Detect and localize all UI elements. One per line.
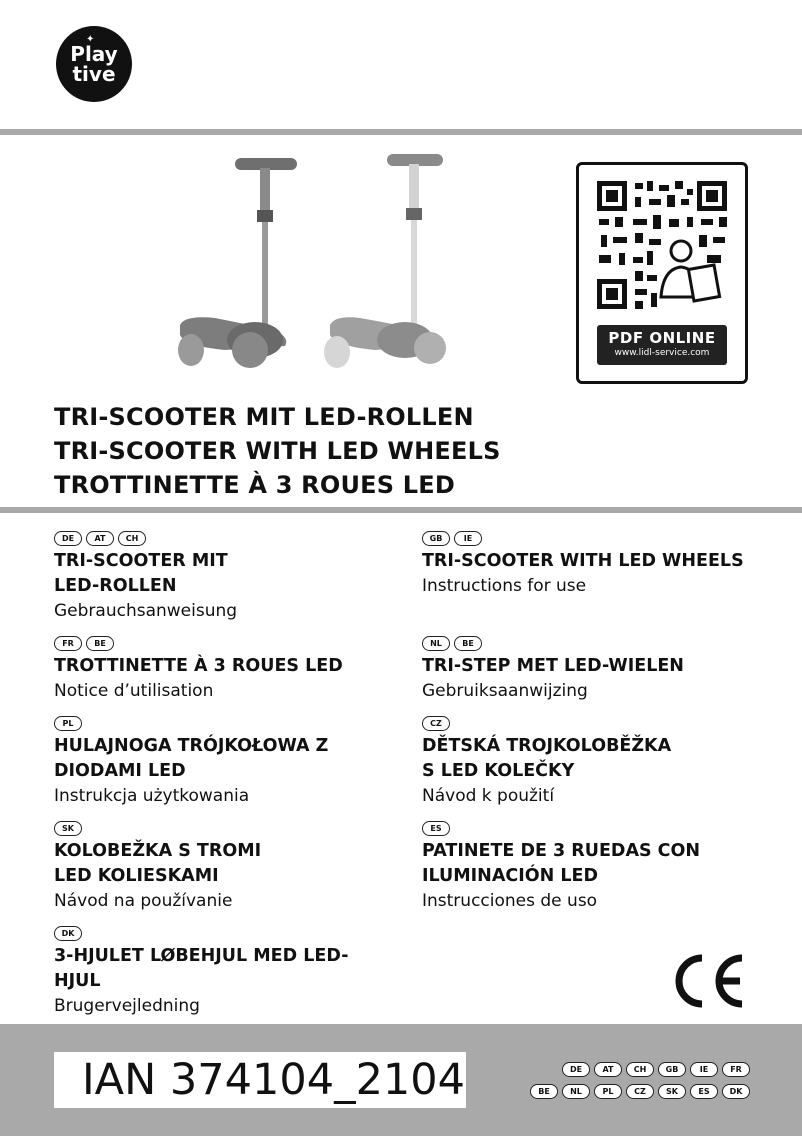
country-badge: DE [562, 1062, 590, 1077]
entry-title-line: ILUMINACIÓN LED [422, 866, 598, 886]
country-badge: IE [690, 1062, 718, 1077]
country-badge-be: BE [454, 636, 482, 651]
country-badge-dk: DK [54, 926, 82, 941]
scooter-light [324, 154, 446, 368]
entry-title-line: TRI-STEP MET LED-WIELEN [422, 656, 684, 676]
entry-subtitle: Instrukcja użytkowania [54, 786, 250, 806]
country-badge: PL [594, 1084, 622, 1099]
scooter-product-image [165, 150, 465, 380]
entry-title-line: LED KOLIESKAMI [54, 866, 219, 886]
country-badge-ie: IE [454, 531, 482, 546]
country-badge-cz: CZ [422, 716, 450, 731]
country-badge: BE [530, 1084, 558, 1099]
country-badge: FR [722, 1062, 750, 1077]
footer-country-badges [520, 1062, 750, 1106]
country-badge: GB [658, 1062, 686, 1077]
top-divider [0, 129, 802, 135]
main-titles [54, 400, 501, 502]
entry-subtitle: Gebrauchsanweisung [54, 601, 238, 621]
language-entry-nl [422, 632, 762, 704]
country-badges [54, 632, 394, 654]
country-badges [54, 527, 394, 549]
playtive-logo [56, 26, 132, 102]
country-badges [422, 632, 762, 654]
entry-title-line: PATINETE DE 3 RUEDAS CON [422, 841, 701, 861]
country-badge-de: DE [54, 531, 82, 546]
language-entry-es [422, 817, 762, 914]
leaf-icon: ✦ [86, 34, 95, 45]
country-badges [54, 922, 394, 944]
entry-subtitle: Návod na používanie [54, 891, 233, 911]
entry-subtitle: Instructions for use [422, 576, 587, 596]
language-entry-fr [54, 632, 394, 704]
country-badge: AT [594, 1062, 622, 1077]
language-entry-sk [54, 817, 394, 914]
entry-title-line: 3-HJULET LØBEHJUL MED LED-HJUL [54, 946, 349, 991]
country-badge-fr: FR [54, 636, 82, 651]
entry-subtitle: Instrucciones de uso [422, 891, 598, 911]
country-badge: SK [658, 1084, 686, 1099]
country-badge: NL [562, 1084, 590, 1099]
country-badge-es: ES [422, 821, 450, 836]
country-badge-sk: SK [54, 821, 82, 836]
entry-title-line: DIODAMI LED [54, 761, 186, 781]
entry-title-line: TRI-SCOOTER MIT [54, 551, 228, 571]
country-badge-at: AT [86, 531, 114, 546]
country-badge: ES [690, 1084, 718, 1099]
ian-number: IAN 374104_2104 [54, 1052, 466, 1108]
country-badge-gb: GB [422, 531, 450, 546]
country-badges [422, 527, 762, 549]
pdf-online-label: PDF ONLINE [608, 329, 716, 347]
country-badge-nl: NL [422, 636, 450, 651]
footer-badge-row [520, 1084, 750, 1099]
country-badge: CH [626, 1062, 654, 1077]
entry-title-line: LED-ROLLEN [54, 576, 177, 596]
language-entry-pl [54, 712, 394, 809]
country-badge-ch: CH [118, 531, 146, 546]
language-column-right [422, 527, 762, 922]
country-badge-pl: PL [54, 716, 82, 731]
entry-title-line: S LED KOLEČKY [422, 761, 575, 781]
scooter-dark [178, 158, 297, 368]
footer-badge-row [520, 1062, 750, 1077]
logo-line1: Play [70, 42, 118, 66]
middle-divider [0, 507, 802, 513]
language-entry-de [54, 527, 394, 624]
pdf-online-badge[interactable] [597, 325, 727, 365]
country-badges [54, 712, 394, 734]
entry-subtitle: Návod k použití [422, 786, 555, 806]
reader-person-icon [661, 241, 720, 301]
language-column-left [54, 527, 394, 1027]
entry-title-line: DĚTSKÁ TROJKOLOBĚŽKA [422, 736, 672, 756]
language-entry-dk [54, 922, 394, 1019]
qr-code[interactable] [595, 179, 729, 313]
ce-mark-icon [668, 952, 746, 1010]
language-entry-gb [422, 527, 762, 599]
entry-title-line: HULAJNOGA TRÓJKOŁOWA Z [54, 736, 329, 756]
logo-line2: tive [72, 62, 116, 86]
qr-code-panel[interactable] [576, 162, 748, 384]
entry-title-line: TROTTINETTE À 3 ROUES LED [54, 656, 343, 676]
language-entry-cz [422, 712, 762, 809]
pdf-online-url: www.lidl-service.com [614, 348, 710, 358]
country-badges [422, 817, 762, 839]
main-title-de: TRI-SCOOTER MIT LED-ROLLEN [54, 403, 474, 431]
main-title-gb: TRI-SCOOTER WITH LED WHEELS [54, 437, 501, 465]
country-badge-be: BE [86, 636, 114, 651]
entry-subtitle: Brugervejledning [54, 996, 200, 1016]
entry-subtitle: Gebruiksaanwijzing [422, 681, 588, 701]
entry-subtitle: Notice d’utilisation [54, 681, 214, 701]
entry-title-line: TRI-SCOOTER WITH LED WHEELS [422, 551, 744, 571]
main-title-fr: TROTTINETTE À 3 ROUES LED [54, 471, 455, 499]
entry-title-line: KOLOBEŽKA S TROMI [54, 841, 262, 861]
country-badge: CZ [626, 1084, 654, 1099]
country-badge: DK [722, 1084, 750, 1099]
country-badges [422, 712, 762, 734]
country-badges [54, 817, 394, 839]
